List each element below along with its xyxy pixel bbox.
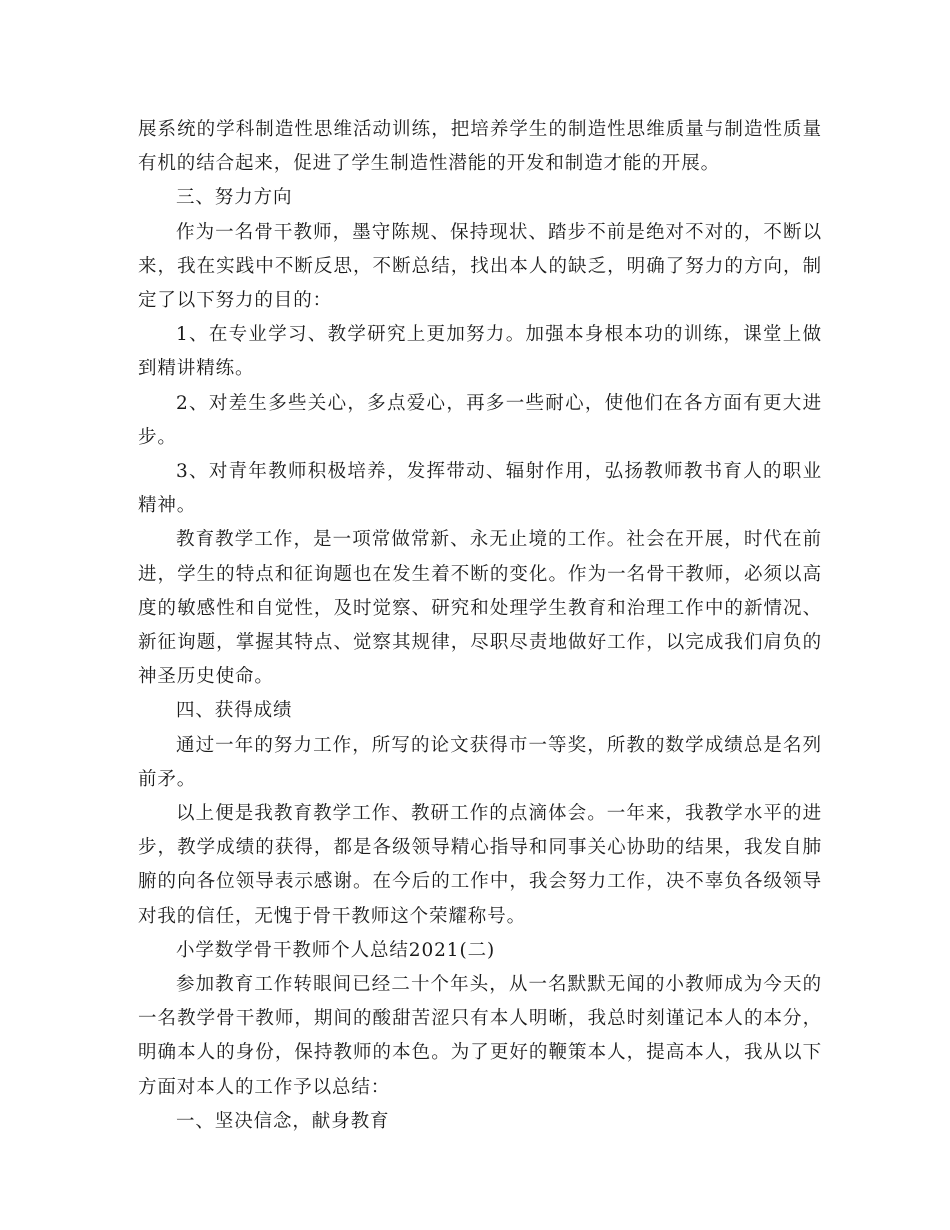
paragraph-direction-intro: 作为一名骨干教师，墨守陈规、保持现状、踏步不前是绝对不对的，不断以来，我在实践中不断反思，不断总结，找出本人的缺乏，明确了努力的方向，制定了以下努力的目的：: [138, 221, 822, 312]
paragraph-achievements: 通过一年的努力工作，所写的论文获得市一等奖，所教的数学成绩总是名列前矛。: [138, 734, 822, 790]
section-heading-achievements: 四、获得成绩: [176, 700, 293, 722]
list-item-goal-2: 2、对差生多些关心，多点爱心，再多一些耐心，使他们在各方面有更大进步。: [138, 392, 822, 448]
document-subtitle: 小学数学骨干教师个人总结2021(二): [176, 939, 496, 961]
section-heading-belief: 一、坚决信念，献身教育: [176, 1110, 390, 1132]
section-heading-direction: 三、努力方向: [176, 187, 293, 209]
paragraph-introduction-2: 参加教育工作转眼间已经二十个年头，从一名默默无闻的小教师成为今天的一名教学骨干教师，期间的酸甜苦涩只有本人明晰，我总时刻谨记本人的本分，明确本人的身份，保持教师的本色。为了更好的鞭策本人，提高本人，我从以下方面对本人的工作予以总结：: [138, 974, 822, 1098]
list-item-goal-3: 3、对青年教师积极培养，发挥带动、辐射作用，弘扬教师教书育人的职业精神。: [138, 461, 822, 517]
paragraph-conclusion: 以上便是我教育教学工作、教研工作的点滴体会。一年来，我教学水平的进步，教学成绩的获得，都是各级领导精心指导和同事关心协助的结果，我发自肺腑的向各位领导表示感谢。在今后的工作中，我会努力工作，决不辜负各级领导对我的信任，无愧于骨干教师这个荣耀称号。: [138, 803, 822, 927]
document-body: [138, 113, 822, 1139]
list-item-goal-1: 1、在专业学习、教学研究上更加努力。加强本身根本功的训练，课堂上做到精讲精练。: [138, 324, 822, 380]
paragraph-continuation: 展系统的学科制造性思维活动训练，把培养学生的制造性思维质量与制造性质量有机的结合起来，促进了学生制造性潜能的开发和制造才能的开展。: [138, 119, 822, 175]
paragraph-teaching-work: 教育教学工作，是一项常做常新、永无止境的工作。社会在开展，时代在前进，学生的特点和征询题也在发生着不断的变化。作为一名骨干教师，必须以高度的敏感性和自觉性，及时觉察、研究和处理学生教育和治理工作中的新情况、新征询题，掌握其特点、觉察其规律，尽职尽责地做好工作，以完成我们肩负的神圣历史使命。: [138, 529, 822, 688]
